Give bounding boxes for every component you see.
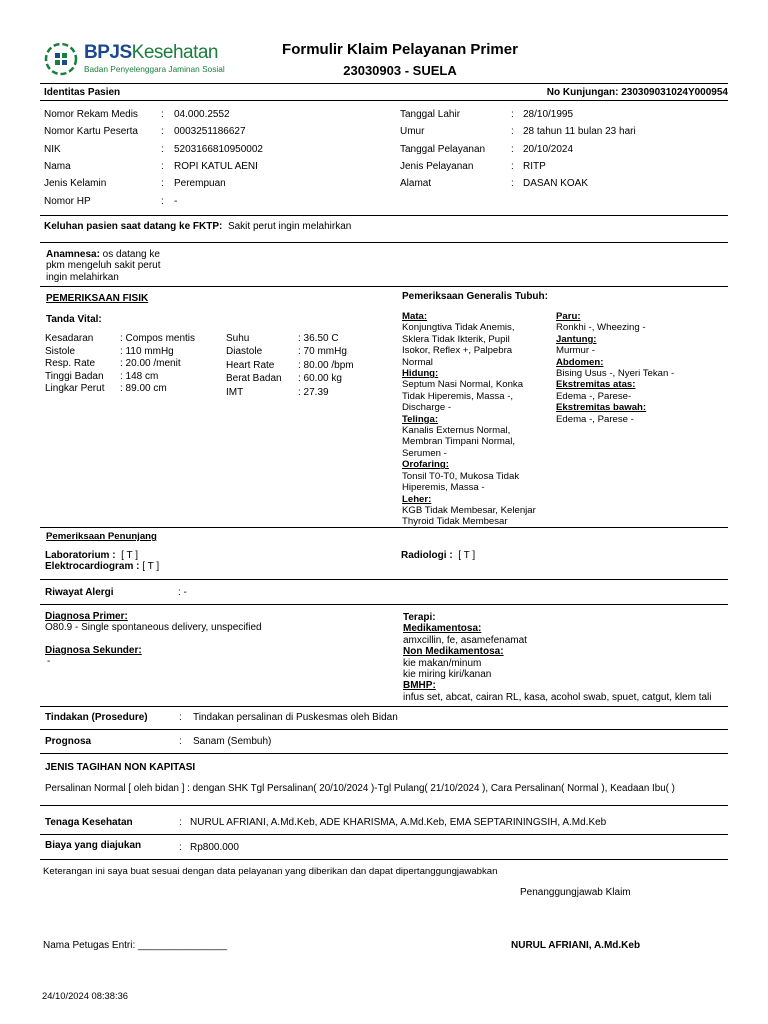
- lab-label: Laboratorium :: [45, 550, 116, 561]
- vital-label: Resp. Rate: [45, 358, 96, 370]
- lab-row: [45, 550, 138, 561]
- vital-value: : 80.00 /bpm: [298, 359, 354, 371]
- keluhan: [44, 221, 351, 232]
- field-value: 20/10/2024: [523, 144, 574, 155]
- logo-brand-a: BPJS: [84, 42, 132, 63]
- organ-line: Thyroid Tidak Membesar: [402, 516, 508, 528]
- vital-value: : 110 mmHg: [120, 345, 174, 357]
- no-kunjungan: No Kunjungan: 230309031024Y000954: [546, 87, 728, 98]
- tenaga-label: Tenaga Kesehatan: [45, 817, 133, 828]
- vital-label: IMT: [226, 386, 244, 398]
- organ-line: Kanalis Externus Normal,: [402, 425, 511, 437]
- diagnosa-primer-label: Diagnosa Primer:: [45, 611, 128, 622]
- field-colon: :: [511, 126, 514, 137]
- prognosa-value: Sanam (Sembuh): [193, 736, 272, 747]
- signer-name: NURUL AFRIANI, A.Md.Keb: [511, 940, 641, 951]
- organ-line: Normal: [402, 356, 433, 368]
- tagihan-text: Persalinan Normal [ oleh bidan ] : dengan SHK Tgl Persalinan( 20/10/2024 )-Tgl Pulang( 21/10/2024 ), Cara Persalinan( Normal ), Keadaan Ibu( ): [45, 783, 675, 794]
- generalis-col1: [402, 311, 552, 528]
- organ-title: Hidung:: [402, 368, 439, 380]
- non-medikamentosa-label: Non Medikamentosa:: [403, 646, 504, 658]
- medikamentosa-value: amxcillin, fe, asamefenamat: [403, 634, 527, 646]
- biaya-colon: :: [179, 842, 182, 853]
- anamnesa: [46, 249, 186, 283]
- organ-line: Konjungtiva Tidak Anemis,: [402, 322, 515, 334]
- rad-row: [401, 550, 475, 561]
- non-medikamentosa-line: kie miring kiri/kanan: [403, 669, 492, 681]
- vital-value: : Compos mentis: [120, 333, 196, 344]
- anamnesa-label: Anamnesa:: [46, 249, 100, 260]
- keterangan-text: Keterangan ini saya buat sesuai dengan data pelayanan yang diberikan dan dapat dipertanggungjawabkan: [43, 866, 498, 877]
- field-label: Nama: [44, 161, 71, 172]
- organ-title: Paru:: [556, 311, 581, 322]
- organ-line: Isokor, Reflex +, Palpebra: [402, 345, 513, 357]
- vital-label: Lingkar Perut: [45, 383, 105, 395]
- field-value: -: [174, 196, 178, 207]
- organ-line: Ronkhi -, Wheezing -: [556, 322, 646, 334]
- vital-value: : 60.00 kg: [298, 373, 342, 385]
- rad-value: [ T ]: [458, 550, 476, 561]
- penunjang-heading: Pemeriksaan Penunjang: [46, 531, 157, 542]
- field-colon: :: [511, 109, 514, 120]
- organ-title: Ekstremitas atas:: [556, 379, 636, 391]
- field-label: Tanggal Lahir: [400, 109, 461, 120]
- field-label: Tanggal Pelayanan: [400, 144, 486, 155]
- vital-value: : 70 mmHg: [298, 346, 347, 358]
- field-colon: :: [511, 144, 514, 155]
- generalis-heading: Pemeriksaan Generalis Tubuh:: [402, 291, 548, 302]
- keluhan-label: Keluhan pasien saat datang ke FKTP:: [44, 221, 223, 232]
- petugas-label: Nama Petugas Entri:: [43, 940, 136, 951]
- organ-line: Discharge -: [402, 402, 452, 414]
- organ-line: Sklera Tidak Ikterik, Pupil: [402, 333, 510, 345]
- organ-title: Jantung:: [556, 333, 597, 345]
- field-colon: :: [161, 144, 164, 155]
- organ-title: Mata:: [402, 311, 428, 322]
- biaya-label: Biaya yang diajukan: [45, 840, 142, 851]
- field-label: Nomor Rekam Medis: [44, 109, 138, 120]
- field-label: Jenis Pelayanan: [400, 161, 474, 172]
- bpjs-emblem-icon: [44, 42, 78, 76]
- diagnosa-sekunder-label: Diagnosa Sekunder:: [45, 645, 142, 656]
- field-value: 5203166810950002: [174, 144, 263, 155]
- vital-value: : 148 cm: [120, 370, 159, 382]
- vital-label: Heart Rate: [226, 359, 275, 371]
- field-colon: :: [161, 126, 164, 137]
- vital-label: Berat Badan: [226, 373, 282, 385]
- tenaga-colon: :: [179, 817, 182, 828]
- non-medikamentosa-line: kie makan/minum: [403, 657, 482, 669]
- vital-label: Diastole: [226, 346, 263, 358]
- petugas-line: ________________: [138, 940, 228, 951]
- vital-heading: Tanda Vital:: [46, 314, 102, 325]
- lab-value: [ T ]: [121, 550, 138, 561]
- field-label: Nomor Kartu Peserta: [44, 126, 138, 137]
- organ-line: Hiperemis, Massa -: [402, 482, 485, 494]
- bmhp-value: infus set, abcat, cairan RL, kasa, acohol swab, spuet, catgut, klem tali: [403, 691, 712, 703]
- field-value: RITP: [523, 161, 546, 172]
- organ-line: Tonsil T0-T0, Mukosa Tidak: [402, 470, 520, 482]
- vital-label: Sistole: [45, 345, 76, 357]
- ekg-row: [45, 561, 159, 572]
- bpjs-logo: [44, 42, 229, 80]
- field-value: 04.000.2552: [174, 109, 230, 120]
- organ-line: Septum Nasi Normal, Konka: [402, 379, 524, 391]
- bmhp-label: BMHP:: [403, 680, 436, 692]
- field-value: ROPI KATUL AENI: [174, 161, 258, 172]
- page-title: Formulir Klaim Pelayanan Primer: [282, 41, 518, 58]
- organ-line: KGB Tidak Membesar, Kelenjar: [402, 504, 536, 516]
- organ-title: Abdomen:: [556, 356, 604, 368]
- anamnesa-line: os datang ke: [99, 249, 160, 260]
- vital-label: Tinggi Badan: [45, 370, 104, 382]
- field-label: NIK: [44, 144, 61, 155]
- organ-title: Leher:: [402, 493, 432, 505]
- prognosa-colon: :: [179, 736, 182, 747]
- alergi-label: Riwayat Alergi: [45, 587, 114, 598]
- organ-line: Bising Usus -, Nyeri Tekan -: [556, 368, 675, 380]
- page-subtitle: 23030903 - SUELA: [343, 63, 457, 78]
- field-colon: :: [511, 178, 514, 189]
- anamnesa-line: ingin melahirkan: [46, 271, 119, 283]
- organ-line: Membran Timpani Normal,: [402, 436, 516, 448]
- biaya-value: Rp800.000: [190, 842, 239, 853]
- alergi-value: : -: [178, 587, 187, 598]
- logo-tagline: Badan Penyelenggara Jaminan Sosial: [84, 64, 225, 74]
- terapi-label: Terapi:: [403, 612, 436, 623]
- prognosa-label: Prognosa: [45, 736, 92, 747]
- ekg-value: [ T ]: [142, 561, 160, 572]
- field-colon: :: [511, 161, 514, 172]
- print-timestamp: 24/10/2024 08:38:36: [42, 990, 129, 1001]
- organ-line: Edema -, Parese-: [556, 390, 632, 402]
- field-colon: :: [161, 196, 164, 207]
- logo-brand-b: Kesehatan: [131, 42, 218, 63]
- tagihan-heading: JENIS TAGIHAN NON KAPITASI: [45, 762, 196, 773]
- diagnosa-primer-value: O80.9 - Single spontaneous delivery, unspecified: [45, 622, 262, 633]
- penanggungjawab-label: Penanggungjawab Klaim: [520, 887, 631, 898]
- field-value: Perempuan: [174, 178, 226, 189]
- field-label: Jenis Kelamin: [44, 178, 107, 189]
- keluhan-value: Sakit perut ingin melahirkan: [227, 221, 352, 232]
- organ-line: Murmur -: [556, 345, 595, 357]
- identitas-heading: Identitas Pasien: [44, 87, 121, 98]
- organ-line: Serumen -: [402, 447, 447, 459]
- field-colon: :: [161, 109, 164, 120]
- vital-value: : 27.39: [298, 386, 329, 398]
- tindakan-colon: :: [179, 712, 182, 723]
- field-value: 28/10/1995: [523, 109, 574, 120]
- ekg-label: Elektrocardiogram :: [45, 561, 140, 572]
- petugas-entri: [43, 940, 227, 951]
- diagnosa-sekunder-value: -: [47, 656, 51, 667]
- tindakan-label: Tindakan (Prosedure): [45, 712, 148, 723]
- medikamentosa-label: Medikamentosa:: [403, 623, 482, 635]
- field-colon: :: [161, 178, 164, 189]
- organ-line: Edema -, Parese -: [556, 413, 634, 425]
- vital-label: Suhu: [226, 333, 250, 344]
- organ-title: Orofaring:: [402, 459, 449, 471]
- rad-label: Radiologi :: [401, 550, 453, 561]
- field-colon: :: [161, 161, 164, 172]
- vital-value: : 89.00 cm: [120, 383, 167, 395]
- field-label: Nomor HP: [44, 196, 91, 207]
- fisik-heading: PEMERIKSAAN FISIK: [46, 293, 149, 304]
- tindakan-value: Tindakan persalinan di Puskesmas oleh Bidan: [193, 712, 398, 723]
- organ-title: Ekstremitas bawah:: [556, 402, 647, 414]
- field-value: 0003251186627: [174, 126, 246, 137]
- anamnesa-line: pkm mengeluh sakit perut: [46, 260, 161, 272]
- field-value: DASAN KOAK: [523, 178, 589, 189]
- tenaga-value: NURUL AFRIANI, A.Md.Keb, ADE KHARISMA, A.Md.Keb, EMA SEPTARININGSIH, A.Md.Keb: [190, 817, 607, 828]
- field-label: Alamat: [400, 178, 432, 189]
- terapi: [403, 612, 728, 703]
- organ-title: Telinga:: [402, 413, 439, 425]
- vital-value: : 36.50 C: [298, 333, 339, 344]
- vital-label: Kesadaran: [45, 333, 94, 344]
- field-label: Umur: [400, 126, 425, 137]
- generalis-col2: [556, 311, 726, 425]
- organ-line: Tidak Hiperemis, Massa -,: [402, 390, 514, 402]
- field-value: 28 tahun 11 bulan 23 hari: [523, 126, 636, 137]
- vital-value: : 20.00 /menit: [120, 358, 181, 370]
